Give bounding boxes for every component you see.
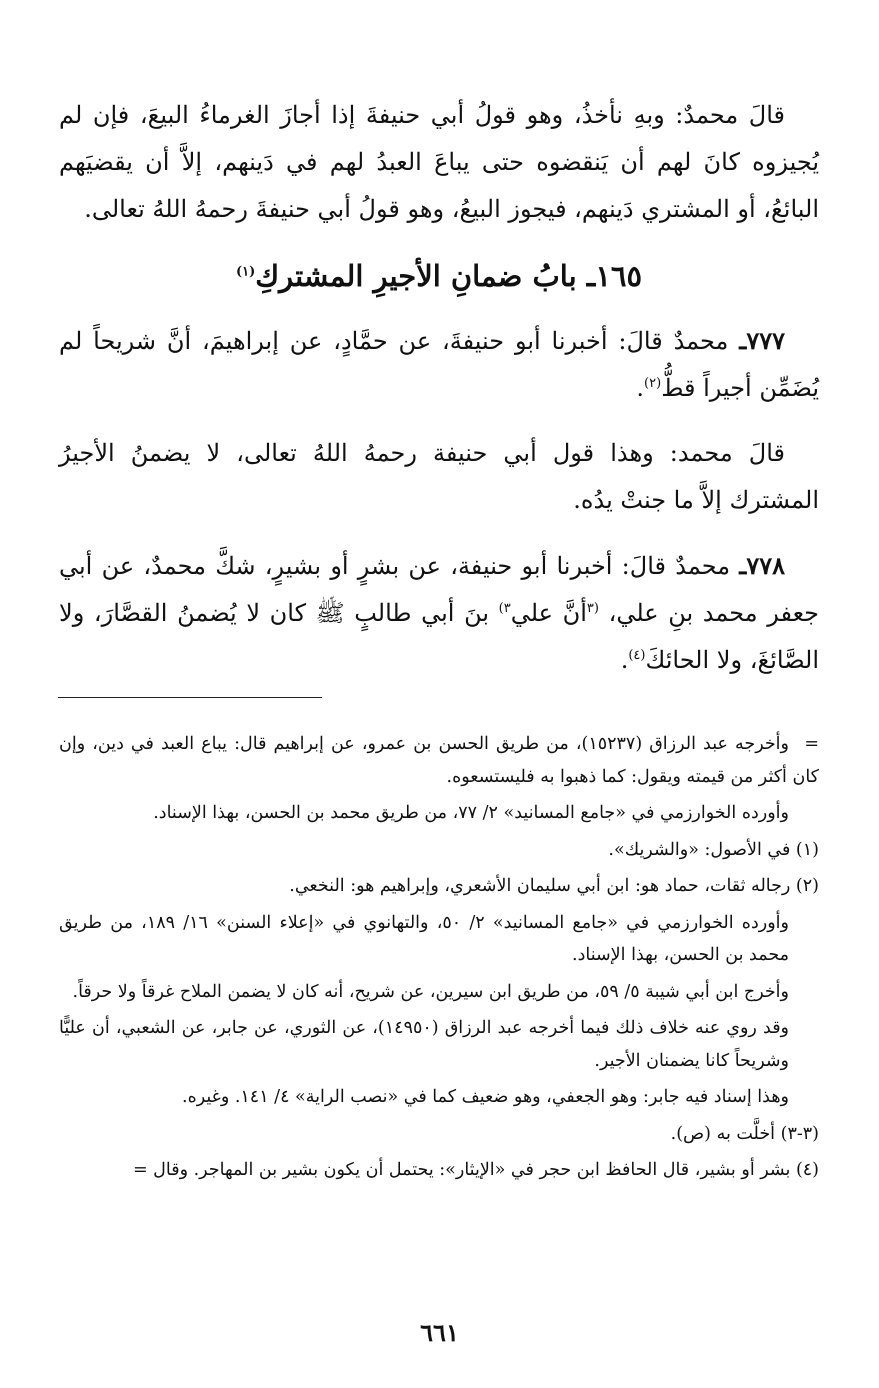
paragraph-commentary: قالَ محمد: وهذا قول أبي حنيفة رحمهُ اللهُ تعالى، لا يضمنُ الأجيرُ المشترك إلاَّ ما جنتْ يدُه.	[59, 439, 819, 514]
footnote-4: (٤) بشر أو بشير، قال الحافظ ابن حجر في «الإيثار»: يحتمل أن يكون بشير بن المهاجر. وقال =	[132, 1160, 819, 1180]
footnote-2-detail: وهذا إسناد فيه جابر: وهو الجعفي، وهو ضعيف كما في «نصب الراية» ٤/ ١٤١. وغيره.	[182, 1087, 789, 1107]
main-text	[59, 92, 819, 702]
footnote-separator	[58, 697, 322, 698]
footnote-ref-1: (١)	[235, 264, 256, 280]
hadith-text: محمدٌ قالَ: أخبرنا أبو حنيفةَ، عن حمَّادٍ، عن إبراهيمَ، أنَّ شريحاً لم يُضَمِّن أجيراً قطُّ	[59, 327, 819, 402]
hadith-number: ٧٧٨ـ	[739, 551, 785, 580]
footnote-1: (١) في الأصول: «والشريك».	[608, 839, 819, 860]
hadith-text-part: محمدٌ قالَ: أخبرنا أبو حنيفة، عن بشرٍ أو بشيرٍ، شكَّ محمدٌ، عن أبي جعفر محمد بنِ علي،	[59, 552, 819, 627]
footnote-2: (٢) رجاله ثقات، حماد هو: ابن أبي سليمان الأشعري، وإبراهيم هو: النخعي.	[289, 876, 819, 896]
footnote-text: وأخرجه عبد الرزاق (١٥٢٣٧)، من طريق الحسن بن عمرو، عن إبراهيم قال: يباع العبد في دين، وإن كان أكثر من قيمته ويقول: كما ذهبوا به فليستسعوه.	[59, 734, 819, 787]
footnote-2-detail: وأخرج ابن أبي شيبة ٥/ ٥٩، من طريق ابن سيرين، عن شريح، أنه كان لا يضمن الملاح غرقاً ولا حرقاً.	[72, 981, 789, 1002]
footnote-continuation	[59, 728, 819, 793]
page-number: ٦٦١	[420, 1318, 459, 1347]
hadith-text-end: .	[620, 646, 629, 674]
footnote-2-detail: وقد روي عنه خلاف ذلك فيما أخرجه عبد الرزاق (١٤٩٥٠)، عن الثوري، عن جابر، عن الشعبي، أن عليًّا وشريحاً كانا يضمنان الأجير.	[59, 1018, 790, 1071]
footnotes	[59, 728, 819, 1191]
paragraph-ruling: قالَ محمدٌ: وبهِ نأخذُ، وهو قولُ أبي حنيفةَ إذا أجازَ الغرماءُ البيعَ، فإن لم يُجيزوه كانَ لهم أن يَنقضوه حتى يباعَ العبدُ لهم في دَينهم، إلاَّ أن يقضيَهم البائعُ، أو المشتري دَينهم، فيجوز البيعُ، وهو قولُ أبي حنيفةَ رحمهُ اللهُ تعالى.	[59, 101, 820, 223]
footnote-3: (٣-٣) أخلَّت به (ص).	[670, 1123, 819, 1144]
chapter-heading	[59, 251, 819, 301]
hadith-778	[59, 542, 819, 684]
footnote-continuation: وأورده الخوارزمي في «جامع المسانيد» ٢/ ٧٧، من طريق محمد بن الحسن، بهذا الإسناد.	[153, 803, 789, 823]
footnote-ref-3-close: ٣)	[498, 601, 511, 616]
hadith-number: ٧٧٧ـ	[739, 326, 785, 355]
footnote-ref-4: (٤)	[628, 648, 646, 663]
footnote-2-detail: وأورده الخوارزمي في «جامع المسانيد» ٢/ ٥٠، والتهانوي في «إعلاء السنن» ١٦/ ١٨٩، من طريق محمد بن الحسن، بهذا الإسناد.	[59, 912, 789, 965]
continuation-mark: =	[804, 734, 819, 754]
chapter-title: ١٦٥ـ بابُ ضمانِ الأجيرِ المشتركِ	[255, 259, 643, 293]
hadith-text-part: بنَ أبي طالبٍ ﷺ كان لا يُضمنُ القصَّارَ، ولا الصَّائغَ، ولا الحائكَ	[59, 599, 819, 674]
hadith-777: ٧٧٧ـ محمدٌ قالَ: أخبرنا أبو حنيفةَ، عن حمَّادٍ، عن إبراهيمَ، أنَّ شريحاً لم يُضَمِّن أجيراً قطُّ$^{(٢)}$.	[59, 326, 819, 402]
hadith-text-part: أنَّ علي	[510, 599, 587, 627]
footnote-ref-3-open: (٣	[586, 601, 599, 616]
footnote-ref-2: (٢)	[644, 376, 662, 391]
